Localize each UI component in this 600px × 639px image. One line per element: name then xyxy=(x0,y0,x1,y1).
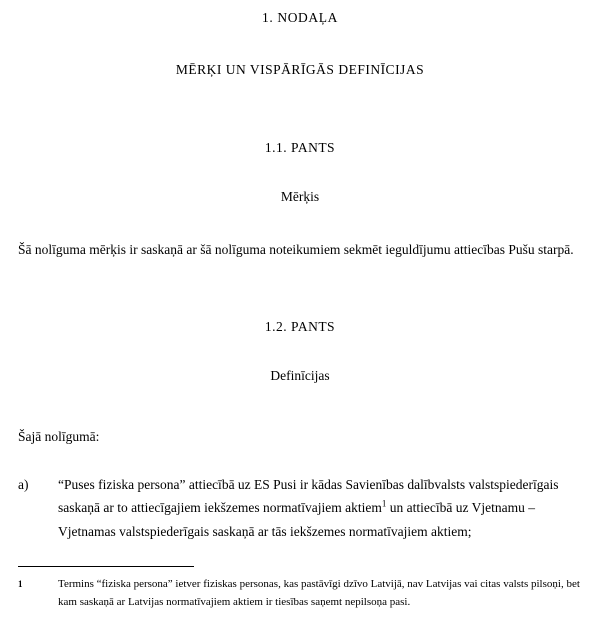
list-item xyxy=(18,473,582,543)
article-1-heading: 1.1. PANTS xyxy=(264,140,336,155)
document-page xyxy=(0,10,600,639)
chapter-heading: 1. NODAĻA xyxy=(262,10,338,25)
chapter-title: MĒRĶI UN VISPĀRĪGĀS DEFINĪCIJAS xyxy=(175,62,425,77)
article-1-subtitle: Mērķis xyxy=(280,189,320,204)
article-2-heading: 1.2. PANTS xyxy=(264,319,336,335)
list-item-text-part2: un attiecībā uz Vjetnamu – Vjetnamas valstspiederīgais saskaņā ar tās iekšzemes normatīvajiem aktiem; xyxy=(58,500,535,539)
list-item-text-part1: “Puses fiziska persona” attiecībā uz ES Pusi ir kādas Savienības dalībvalsts valstspiederīgais saskaņā ar to attiecīgajiem iekšzemes normatīvajiem aktiem xyxy=(58,477,559,516)
list-item-marker: a) xyxy=(18,477,29,493)
footnote xyxy=(18,576,582,612)
footnote-marker: 1 xyxy=(18,579,23,589)
article-1-body: Šā nolīguma mērķis ir saskaņā ar šā nolīguma noteikumiem sekmēt ieguldījumu attiecības Pušu starpā. xyxy=(18,242,574,257)
article-2-subtitle: Definīcijas xyxy=(270,368,330,384)
footnote-separator xyxy=(18,566,194,567)
list-item-text xyxy=(58,473,582,543)
article-2-lead-in: Šajā nolīgumā: xyxy=(18,429,100,445)
footnote-reference[interactable]: 1 xyxy=(381,498,387,509)
footnote-text: Termins “fiziska persona” ietver fiziskas personas, kas pastāvīgi dzīvo Latvijā, nav Latvijas vai citas valsts pilsoņi, bet kam saskaņā ar Latvijas normatīvajiem aktiem ir tiesības saņemt nepilsoņa pasi. xyxy=(58,578,580,608)
